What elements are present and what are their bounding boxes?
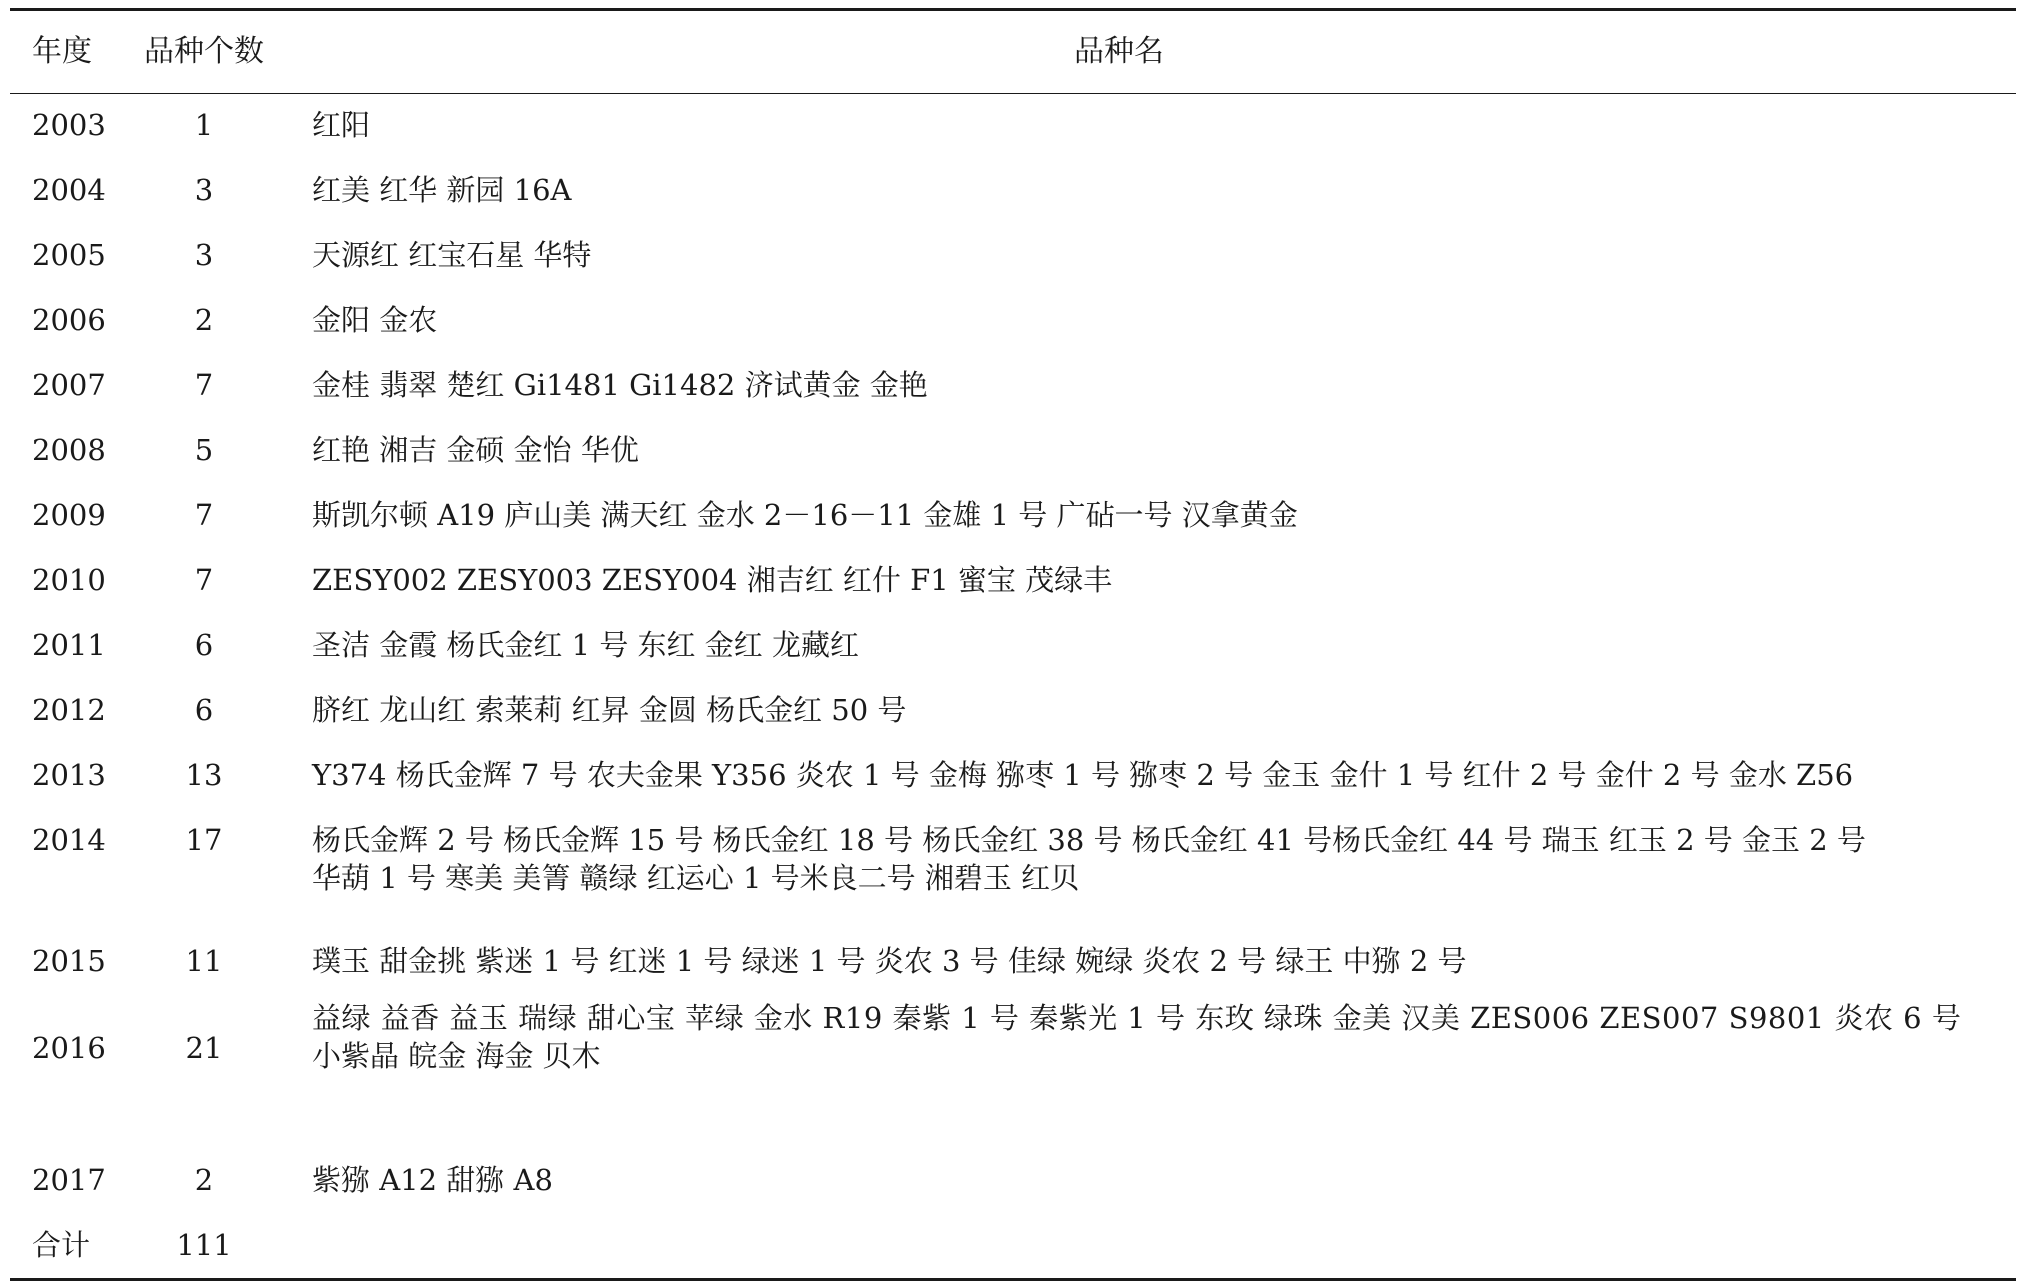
variety-names-line: 红阳 xyxy=(312,108,371,142)
table-row xyxy=(10,614,2016,679)
header-count: 品种个数 xyxy=(144,34,264,69)
cell-year: 2017 xyxy=(32,1163,106,1197)
variety-names-line: 杨氏金辉 2 号 杨氏金辉 15 号 杨氏金红 18 号 杨氏金红 38 号 杨氏金红 41 号杨氏金红 44 号 瑞玉 红玉 2 号 金玉 2 号 xyxy=(312,823,1866,857)
variety-table xyxy=(10,8,2016,1281)
cell-count: 7 xyxy=(194,498,214,532)
cell-year: 2011 xyxy=(32,628,106,662)
cell-count: 1 xyxy=(194,108,214,142)
cell-year: 2014 xyxy=(32,823,106,857)
cell-year: 2005 xyxy=(32,238,106,272)
cell-names xyxy=(282,691,2016,729)
variety-names-line: 圣洁 金霞 杨氏金红 1 号 东红 金红 龙藏红 xyxy=(312,628,859,662)
cell-count: 17 xyxy=(185,823,223,857)
cell-count: 2 xyxy=(194,1163,214,1197)
variety-names-line: 璞玉 甜金挑 紫迷 1 号 红迷 1 号 绿迷 1 号 炎农 3 号 佳绿 婉绿 炎农 2 号 绿王 中猕 2 号 xyxy=(312,944,1467,978)
table-row xyxy=(10,744,2016,809)
cell-year: 合计 xyxy=(32,1228,91,1262)
cell-count: 2 xyxy=(194,303,214,337)
header-row xyxy=(10,11,2016,93)
cell-names xyxy=(282,821,2016,897)
variety-names-line: 红艳 湘吉 金硕 金怡 华优 xyxy=(312,433,639,467)
cell-names xyxy=(282,431,2016,469)
table-row xyxy=(10,999,2016,1149)
cell-count: 111 xyxy=(176,1228,232,1262)
variety-names-line: 金阳 金农 xyxy=(312,303,438,337)
cell-count: 7 xyxy=(194,368,214,402)
table-row xyxy=(10,159,2016,224)
table-row xyxy=(10,1149,2016,1214)
cell-year: 2006 xyxy=(32,303,106,337)
cell-names xyxy=(282,942,2016,980)
cell-count: 3 xyxy=(194,238,214,272)
table-row xyxy=(10,224,2016,289)
cell-count: 21 xyxy=(185,1031,223,1065)
cell-count: 6 xyxy=(194,628,214,662)
table-row xyxy=(10,354,2016,419)
cell-year: 2007 xyxy=(32,368,106,402)
table-row xyxy=(10,938,2016,999)
cell-names xyxy=(282,301,2016,339)
cell-count: 7 xyxy=(194,563,214,597)
cell-names xyxy=(282,756,2016,794)
cell-year: 2016 xyxy=(32,1031,106,1065)
variety-names-line: 脐红 龙山红 索莱莉 红昇 金圆 杨氏金红 50 号 xyxy=(312,693,907,727)
table-body xyxy=(10,94,2016,1278)
cell-names xyxy=(282,171,2016,209)
table-row xyxy=(10,809,2016,938)
cell-names xyxy=(282,999,2016,1075)
table-row xyxy=(10,289,2016,354)
cell-count: 6 xyxy=(194,693,214,727)
cell-names xyxy=(282,1161,2016,1199)
header-names: 品种名 xyxy=(1074,34,1164,69)
cell-names xyxy=(282,236,2016,274)
cell-count: 13 xyxy=(185,758,223,792)
cell-count: 11 xyxy=(185,944,223,978)
table-row xyxy=(10,549,2016,614)
cell-count: 3 xyxy=(194,173,214,207)
header-year: 年度 xyxy=(32,34,92,69)
variety-names-line: 益绿 益香 益玉 瑞绿 甜心宝 苹绿 金水 R19 秦紫 1 号 秦紫光 1 号 东玫 绿珠 金美 汉美 ZES006 ZES007 S9801 炎农 6 号 xyxy=(312,1001,1962,1035)
cell-year: 2009 xyxy=(32,498,106,532)
cell-year: 2010 xyxy=(32,563,106,597)
variety-names-line: 红美 红华 新园 16A xyxy=(312,173,572,207)
cell-names xyxy=(282,626,2016,664)
table-row xyxy=(10,94,2016,159)
variety-names-line: Y374 杨氏金辉 7 号 农夫金果 Y356 炎农 1 号 金梅 猕枣 1 号 猕枣 2 号 金玉 金什 1 号 红什 2 号 金什 2 号 金水 Z56 xyxy=(312,758,1854,792)
variety-names-line: ZESY002 ZESY003 ZESY004 湘吉红 红什 F1 蜜宝 茂绿丰 xyxy=(312,563,1113,597)
variety-names-line: 金桂 翡翠 楚红 Gi1481 Gi1482 济试黄金 金艳 xyxy=(312,368,928,402)
cell-year: 2013 xyxy=(32,758,106,792)
table-row xyxy=(10,484,2016,549)
variety-names-line: 斯凯尔顿 A19 庐山美 满天红 金水 2－16－11 金雄 1 号 广砧一号 汉拿黄金 xyxy=(312,498,1298,532)
cell-names xyxy=(282,366,2016,404)
variety-names-line: 小紫晶 皖金 海金 贝木 xyxy=(312,1039,601,1073)
variety-names-line: 紫猕 A12 甜猕 A8 xyxy=(312,1163,553,1197)
cell-year: 2003 xyxy=(32,108,106,142)
cell-year: 2004 xyxy=(32,173,106,207)
table-row xyxy=(10,1214,2016,1278)
table-row xyxy=(10,419,2016,484)
cell-names xyxy=(282,496,2016,534)
variety-names-line: 天源红 红宝石星 华特 xyxy=(312,238,592,272)
cell-year: 2008 xyxy=(32,433,106,467)
cell-names xyxy=(282,106,2016,144)
variety-names-line: 华葫 1 号 寒美 美箐 赣绿 红运心 1 号米良二号 湘碧玉 红贝 xyxy=(312,861,1080,895)
cell-names xyxy=(282,561,2016,599)
cell-count: 5 xyxy=(194,433,214,467)
table-row xyxy=(10,679,2016,744)
cell-year: 2015 xyxy=(32,944,106,978)
cell-year: 2012 xyxy=(32,693,106,727)
